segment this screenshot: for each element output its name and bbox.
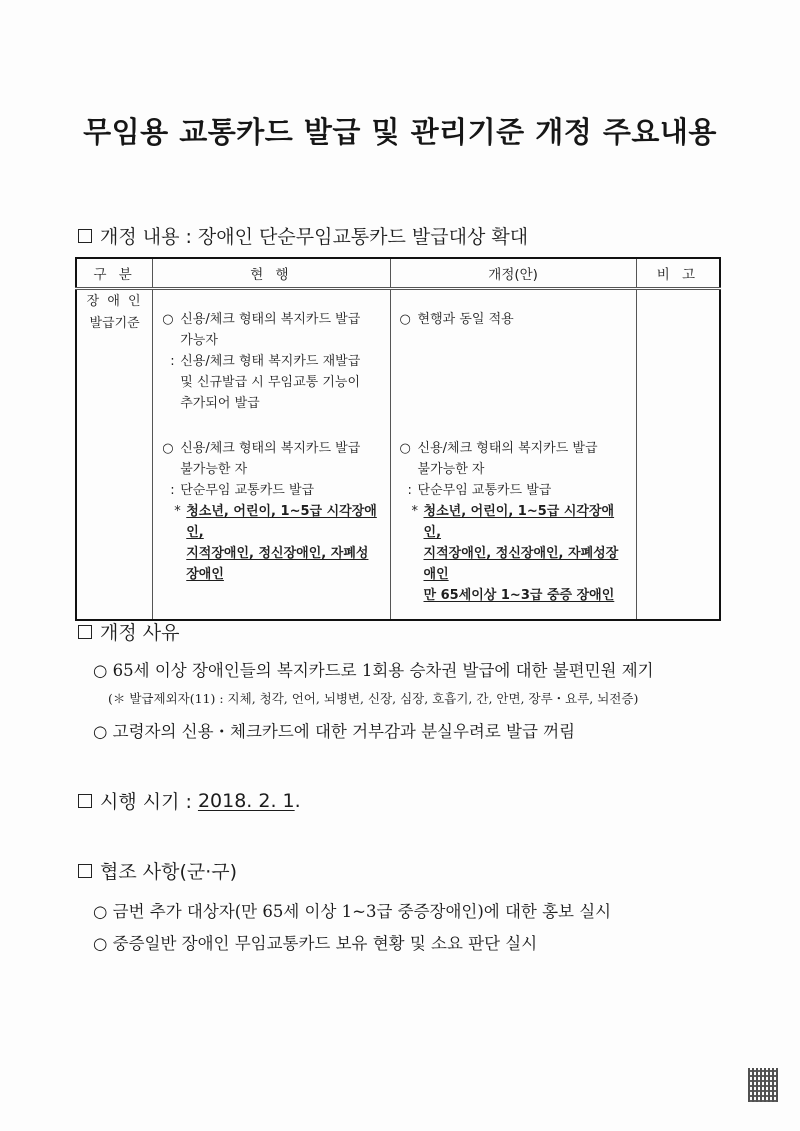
item-text: 현행과 동일 적용	[417, 312, 514, 327]
section-amendment-content	[78, 222, 528, 249]
colon-marker: :	[170, 483, 175, 498]
current-item-1	[162, 309, 380, 414]
category-cell	[76, 289, 153, 621]
section-effective-date	[78, 787, 301, 814]
effective-date-label: 시행 시기 :	[100, 791, 198, 813]
circle-bullet-icon: ○	[93, 902, 108, 921]
section-heading: 개정 내용 : 장애인 단순무임교통카드 발급대상 확대	[100, 226, 529, 248]
cooperation-item-1	[93, 898, 611, 922]
item-title-cont: 불가능한 자	[180, 462, 248, 477]
effective-date-value: 2018. 2. 1	[197, 789, 295, 812]
target-group: 지적장애인, 정신장애인, 자폐성장애인	[423, 546, 619, 582]
target-group: 청소년, 어린이, 1~5급 시각장애인,	[423, 504, 615, 540]
circle-bullet-icon: ○	[399, 312, 411, 327]
category-line: 발급기준	[89, 316, 140, 331]
item-title: 신용/체크 형태의 복지카드 발급	[180, 312, 361, 327]
header-note: 비 고	[636, 258, 720, 289]
item-title: 신용/체크 형태의 복지카드 발급	[180, 441, 361, 456]
checkbox-square-icon	[78, 794, 92, 808]
revised-item-1	[400, 309, 627, 330]
item-detail: 단순무임 교통카드 발급	[180, 483, 315, 498]
colon-marker: :	[407, 483, 412, 498]
circle-bullet-icon: ○	[162, 312, 174, 327]
circle-bullet-icon: ○	[399, 441, 411, 456]
note-cell	[636, 289, 720, 621]
circle-bullet-icon: ○	[93, 722, 108, 741]
section-amendment-reason	[78, 618, 179, 645]
table-row	[76, 289, 720, 621]
section-cooperation	[78, 857, 237, 884]
cooperation-text: 중증일반 장애인 무임교통카드 보유 현황 및 소요 판단 실시	[112, 934, 538, 953]
header-current: 현 행	[153, 258, 390, 289]
circle-bullet-icon: ○	[93, 934, 108, 953]
reason-item-2	[93, 718, 575, 742]
circle-bullet-icon: ○	[93, 661, 108, 680]
header-category: 구 분	[76, 258, 153, 289]
item-title-cont: 가능자	[180, 333, 218, 348]
colon-marker: :	[170, 354, 175, 369]
reason-text: 65세 이상 장애인들의 복지카드로 1회용 승차권 발급에 대한 불편민원 제기	[112, 661, 654, 680]
item-detail-cont: 추가되어 발급	[180, 396, 260, 411]
asterisk-marker: *	[174, 504, 181, 519]
revised-item-2	[400, 438, 627, 606]
item-title: 신용/체크 형태의 복지카드 발급	[417, 441, 598, 456]
checkbox-square-icon	[78, 864, 92, 878]
table-header-row	[76, 258, 720, 289]
page-title: 무임용 교통카드 발급 및 관리기준 개정 주요내용	[83, 115, 717, 149]
reason-item-1	[93, 657, 654, 681]
section-heading: 협조 사항(군·구)	[100, 861, 238, 883]
circle-bullet-icon: ○	[162, 441, 174, 456]
cooperation-item-2	[93, 930, 537, 954]
item-detail-cont: 및 신규발급 시 무임교통 기능이	[180, 375, 361, 390]
date-suffix: .	[294, 789, 301, 812]
qr-code-icon	[748, 1068, 778, 1102]
header-revised: 개정(안)	[390, 258, 636, 289]
reason-text: 고령자의 신용・체크카드에 대한 거부감과 분실우려로 발급 꺼림	[112, 722, 576, 741]
item-detail: 신용/체크 형태 복지카드 재발급	[180, 354, 361, 369]
section-heading: 개정 사유	[100, 622, 180, 644]
item-detail: 단순무임 교통카드 발급	[417, 483, 552, 498]
checkbox-square-icon	[78, 625, 92, 639]
revised-cell	[390, 289, 636, 621]
asterisk-marker: *	[411, 504, 419, 519]
checkbox-square-icon	[78, 229, 92, 243]
exclusion-note: (＊ 발급제외자(11) : 지체, 청각, 언어, 뇌병변, 신장, 심장, 호흡기, 간, 안면, 장루・요루, 뇌전증)	[108, 691, 639, 706]
target-group: 만 65세이상 1~3급 중증 장애인	[423, 588, 615, 603]
current-item-2	[162, 438, 380, 585]
item-title-cont: 불가능한 자	[417, 462, 485, 477]
current-cell	[153, 289, 390, 621]
cooperation-text: 금번 추가 대상자(만 65세 이상 1~3급 중증장애인)에 대한 홍보 실시	[112, 902, 612, 921]
target-group: 청소년, 어린이, 1~5급 시각장애인,	[186, 504, 377, 540]
amendment-table	[75, 257, 721, 621]
category-line: 장 애 인	[86, 294, 143, 309]
target-group: 지적장애인, 정신장애인, 자폐성장애인	[186, 546, 369, 582]
